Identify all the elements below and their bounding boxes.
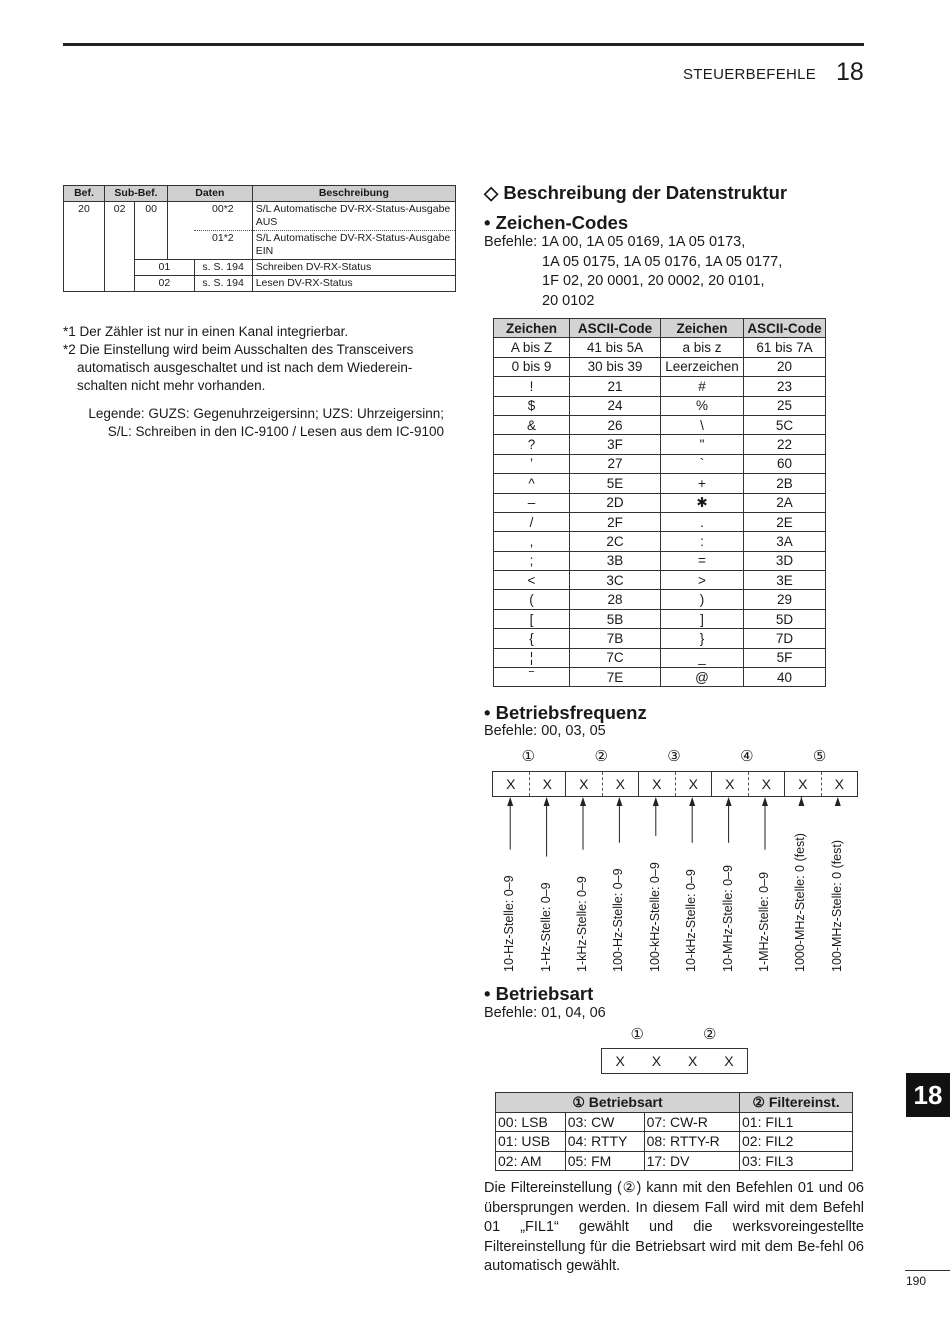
mode-table — [495, 1092, 853, 1171]
table-cell: > — [661, 571, 744, 590]
group-number: ② — [594, 748, 608, 765]
table-cell: 41 bis 5A — [570, 338, 661, 357]
table-cell: ! — [494, 377, 570, 396]
table-cell: 05: FM — [565, 1151, 644, 1171]
table-cell: ¦ — [494, 648, 570, 667]
mode-data-box — [601, 1048, 748, 1074]
table-cell: ‾ — [494, 668, 570, 687]
table-cell: 5E — [570, 474, 661, 493]
table-cell: 5F — [744, 648, 826, 667]
chapter-tab: 18 — [906, 1073, 950, 1117]
group-number: ③ — [667, 748, 681, 765]
mode-digit-cell: X — [687, 1053, 698, 1069]
table-cell: 2A — [744, 493, 826, 512]
char-codes-heading: • Zeichen-Codes — [484, 212, 629, 233]
digit-label: 1-Hz-Stelle: 0–9 — [538, 882, 553, 972]
digit-label: 10-kHz-Stelle: 0–9 — [684, 869, 699, 972]
freq-digit-cell: X — [821, 772, 858, 796]
table-cell: 30 bis 39 — [570, 357, 661, 376]
table-row — [494, 474, 826, 493]
table-cell: . — [661, 512, 744, 531]
digit-label: 1000-MHz-Stelle: 0 (fest) — [793, 833, 808, 972]
table-cell: ? — [494, 435, 570, 454]
table-cell: 17: DV — [644, 1151, 739, 1171]
char-code-table — [493, 318, 826, 687]
table-cell: 3C — [570, 571, 661, 590]
col-header: Zeichen — [661, 319, 744, 338]
table-cell: 61 bis 7A — [744, 338, 826, 357]
group-number: ④ — [740, 748, 754, 765]
table-row — [494, 551, 826, 570]
table-cell: ( — [494, 590, 570, 609]
digit-label: 1-MHz-Stelle: 0–9 — [757, 871, 771, 972]
table-cell: " — [661, 435, 744, 454]
table-row: 20 02 00 00*2 S/L Automatische DV-RX-Status-Ausgabe AUS — [64, 202, 456, 231]
table-cell: / — [494, 512, 570, 531]
table-cell: 25 — [744, 396, 826, 415]
table-cell: 28 — [570, 590, 661, 609]
freq-digit-cell: X — [602, 772, 639, 796]
table-row — [494, 377, 826, 396]
table-cell: 20 — [744, 357, 826, 376]
page-number-rule — [905, 1270, 950, 1271]
table-cell: 3A — [744, 532, 826, 551]
table-row — [494, 629, 826, 648]
table-cell: 22 — [744, 435, 826, 454]
freq-digit-cell: X — [565, 772, 602, 796]
table-cell: – — [494, 493, 570, 512]
table-row — [494, 415, 826, 434]
digit-label: 10-MHz-Stelle: 0–9 — [720, 865, 735, 972]
table-cell: [ — [494, 609, 570, 628]
table-row — [494, 532, 826, 551]
table-cell: 04: RTTY — [565, 1132, 644, 1152]
table-cell: ` — [661, 454, 744, 473]
freq-digit-cell: X — [506, 776, 516, 792]
table-cell: ’ — [494, 454, 570, 473]
table-cell: Leerzeichen — [661, 357, 744, 376]
section-title: STEUERBEFEHLE — [683, 66, 817, 83]
group-number: ① — [630, 1026, 644, 1043]
freq-digit-cell: X — [784, 772, 821, 796]
table-row — [494, 512, 826, 531]
digit-label: 100-kHz-Stelle: 0–9 — [647, 862, 662, 972]
table-cell: % — [661, 396, 744, 415]
table-cell: 7E — [570, 668, 661, 687]
arrow-head — [544, 797, 550, 806]
table-cell: 2F — [570, 512, 661, 531]
table-cell: < — [494, 571, 570, 590]
table-cell: 21 — [570, 377, 661, 396]
freq-commands: Befehle: 00, 03, 05 — [484, 723, 606, 739]
table-cell: 2B — [744, 474, 826, 493]
col-header: ① Betriebsart — [496, 1093, 740, 1113]
table-row: 01 s. S. 194 Schreiben DV-RX-Status — [64, 260, 456, 276]
table-row — [494, 357, 826, 376]
col-header: ASCII-Code — [744, 319, 826, 338]
table-cell: 60 — [744, 454, 826, 473]
col-header: Beschreibung — [252, 186, 455, 202]
table-cell: 7C — [570, 648, 661, 667]
table-cell: 07: CW-R — [644, 1112, 739, 1132]
table-cell: 27 — [570, 454, 661, 473]
table-cell: 5D — [744, 609, 826, 628]
freq-digit-cell: X — [711, 772, 748, 796]
table-cell: 3D — [744, 551, 826, 570]
table-cell: 0 bis 9 — [494, 357, 570, 376]
table-row — [494, 396, 826, 415]
arrow-head — [580, 797, 586, 806]
table-cell: 3E — [744, 571, 826, 590]
table-cell: 3B — [570, 551, 661, 570]
table-cell: 03: FIL3 — [740, 1151, 853, 1171]
table-cell: \ — [661, 415, 744, 434]
freq-digit-cell: X — [638, 772, 675, 796]
table-cell: : — [661, 532, 744, 551]
table-cell: ✱ — [661, 493, 744, 512]
col-header: Zeichen — [494, 319, 570, 338]
digit-label: 10-Hz-Stelle: 0–9 — [502, 875, 517, 972]
arrow-head — [653, 797, 659, 806]
col-header: Sub-Bef. — [105, 186, 168, 202]
group-number: ⑤ — [812, 748, 827, 765]
page-number: 190 — [906, 1274, 927, 1288]
mode-paragraph: Die Filtereinstellung (②) kann mit den Befehlen 01 und 06 übersprungen werden. In diesem Fall wird mit dem Befehl 01 „FIL1“ gewählt und die werksvoreingestellte Filtereinstellung für die Betriebsart wird mit dem Be-fehl 06 automatisch gewählt. — [484, 1180, 864, 1274]
table-cell: $ — [494, 396, 570, 415]
table-cell: # — [661, 377, 744, 396]
header-rule — [63, 43, 864, 46]
table-cell: 00: LSB — [496, 1112, 566, 1132]
table-row — [494, 493, 826, 512]
table-cell: 24 — [570, 396, 661, 415]
table-cell: ; — [494, 551, 570, 570]
table-cell: A bis Z — [494, 338, 570, 357]
col-header: ② Filtereinst. — [740, 1093, 853, 1113]
group-number: ② — [703, 1026, 717, 1043]
table-row: 02 s. S. 194 Lesen DV-RX-Status — [64, 276, 456, 292]
freq-digit-cell: X — [675, 772, 712, 796]
table-cell: 26 — [570, 415, 661, 434]
table-cell: ) — [661, 590, 744, 609]
freq-digit-cell: X — [529, 772, 566, 796]
arrow-head — [835, 797, 841, 806]
footnotes — [63, 323, 448, 395]
table-cell: , — [494, 532, 570, 551]
table-row — [494, 571, 826, 590]
table-row — [494, 609, 826, 628]
col-header: ASCII-Code — [570, 319, 661, 338]
table-cell: 23 — [744, 377, 826, 396]
table-row — [494, 454, 826, 473]
table-cell: _ — [661, 648, 744, 667]
arrow-head — [616, 797, 622, 806]
mode-commands: Befehle: 01, 04, 06 — [484, 1005, 606, 1021]
table-cell: + — [661, 474, 744, 493]
table-cell: 3F — [570, 435, 661, 454]
footnote-1: *1 Der Zähler ist nur in einen Kanal integrierbar. — [63, 324, 349, 339]
mode-digit-cell: X — [615, 1053, 625, 1069]
col-header: Bef. — [64, 186, 105, 202]
mode-heading: • Betriebsart — [484, 983, 594, 1004]
table-row — [494, 648, 826, 667]
table-row — [494, 338, 826, 357]
freq-digit-cell: X — [748, 772, 785, 796]
table-cell: = — [661, 551, 744, 570]
table-cell: 7B — [570, 629, 661, 648]
digit-label: 100-MHz-Stelle: 0 (fest) — [829, 840, 844, 972]
data-structure-heading: ◇ Beschreibung der Datenstruktur — [484, 182, 788, 203]
table-cell: 02: AM — [496, 1151, 566, 1171]
arrow-head — [689, 797, 695, 806]
digit-label: 1-kHz-Stelle: 0–9 — [575, 876, 589, 972]
footnote-2: *2 Die Einstellung wird beim Ausschalten des Transceivers automatisch ausgeschaltet und ist nach dem Wiederein-schalten nicht mehr vorhanden. — [63, 342, 414, 393]
arrow-head — [798, 797, 804, 806]
table-cell: { — [494, 629, 570, 648]
freq-data-box — [492, 771, 858, 797]
group-number: ① — [521, 748, 536, 765]
table-cell: 08: RTTY-R — [644, 1132, 739, 1152]
mode-digit-cell: X — [724, 1053, 734, 1069]
table-cell: 7D — [744, 629, 826, 648]
table-cell: ^ — [494, 474, 570, 493]
table-cell: 2D — [570, 493, 661, 512]
command-table — [63, 185, 456, 292]
legend: Legende: GUZS: Gegenuhrzeigersinn; UZS: Uhrzeigersinn; S/L: Schreiben in den IC-9100 / Lesen aus dem IC-9100 — [88, 406, 444, 439]
freq-heading: • Betriebsfrequenz — [484, 702, 647, 723]
table-row — [494, 668, 826, 687]
char-codes-commands: Befehle: 1A 00, 1A 05 0169, 1A 05 0173, 1A 05 0175, 1A 05 0176, 1A 05 0177, 1F 02, 20 0001, 20 0002, 20 0101, 20 0102 — [484, 234, 783, 309]
table-cell: 01: FIL1 — [740, 1112, 853, 1132]
table-cell: 2C — [570, 532, 661, 551]
table-row — [496, 1132, 853, 1152]
table-cell: 40 — [744, 668, 826, 687]
table-row — [494, 590, 826, 609]
table-row — [496, 1112, 853, 1132]
table-cell: a bis z — [661, 338, 744, 357]
chapter-number: 18 — [836, 58, 864, 86]
digit-label: 100-Hz-Stelle: 0–9 — [611, 868, 626, 972]
arrow-head — [726, 797, 732, 806]
table-cell: & — [494, 415, 570, 434]
table-cell: 5B — [570, 609, 661, 628]
table-cell: } — [661, 629, 744, 648]
table-row — [496, 1151, 853, 1171]
table-cell: ] — [661, 609, 744, 628]
col-header: Daten — [168, 186, 253, 202]
arrow-head — [762, 797, 768, 806]
table-cell: 02: FIL2 — [740, 1132, 853, 1152]
table-cell: 2E — [744, 512, 826, 531]
table-cell: 29 — [744, 590, 826, 609]
table-cell: 01: USB — [496, 1132, 566, 1152]
table-cell: 03: CW — [565, 1112, 644, 1132]
mode-digit-cell: X — [651, 1053, 662, 1069]
table-row — [494, 435, 826, 454]
table-row: 01*2 S/L Automatische DV-RX-Status-Ausgabe EIN — [64, 231, 456, 260]
table-cell: @ — [661, 668, 744, 687]
arrow-head — [507, 797, 513, 806]
table-cell: 5C — [744, 415, 826, 434]
